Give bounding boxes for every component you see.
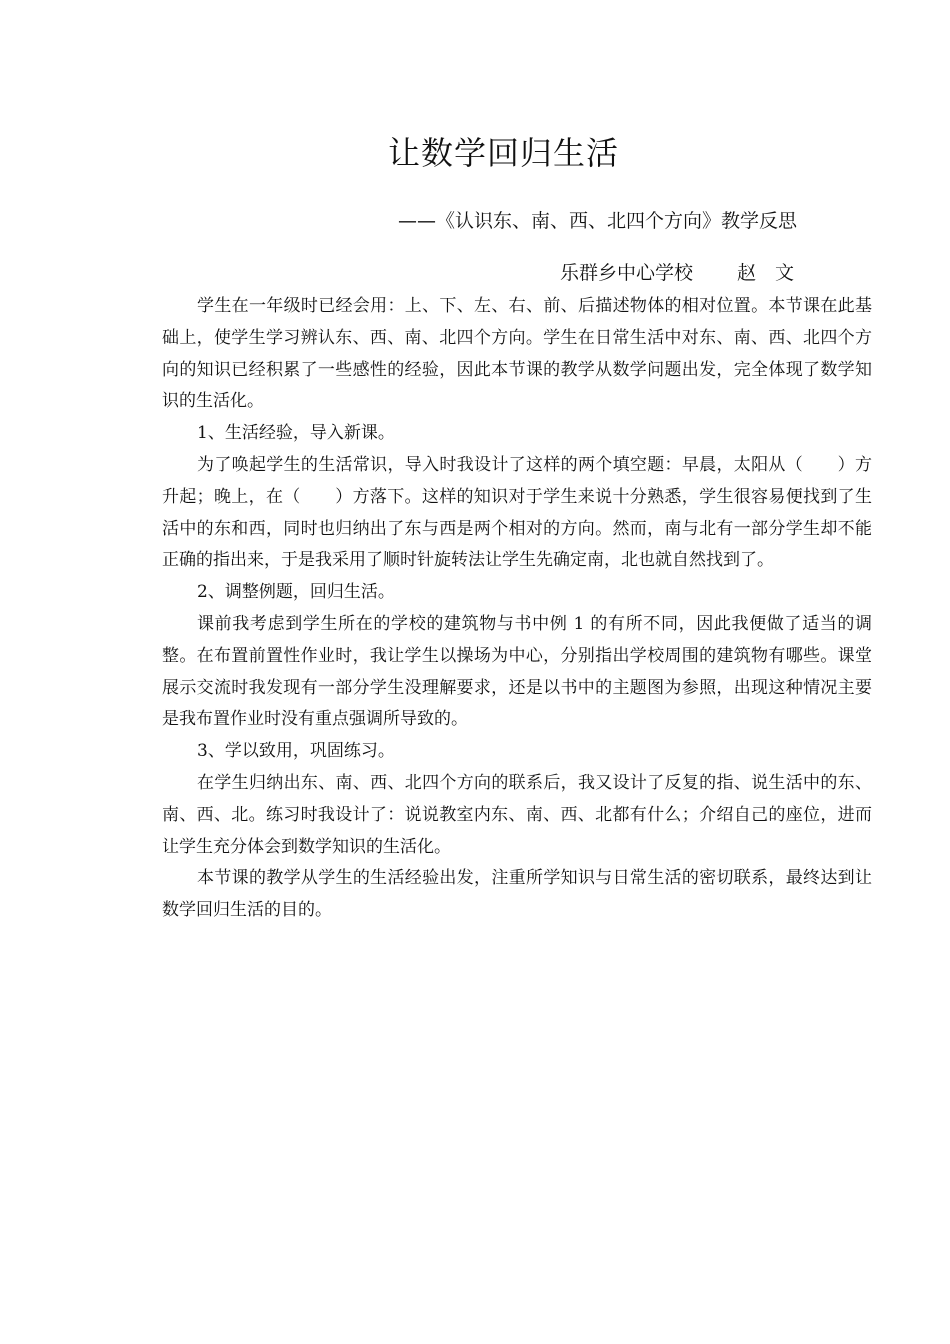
section-heading-2: 2、调整例题，回归生活。 (197, 582, 395, 603)
paragraph-section-3: 在学生归纳出东、南、西、北四个方向的联系后，我又设计了反复的指、说生活中的东、南、西、北。练习时我设计了：说说教室内东、南、西、北都有什么；介绍自己的座位，进而让学生充分体会到数学知识的生活化。 (162, 772, 872, 857)
paragraph-intro: 学生在一年级时已经会用：上、下、左、右、前、后描述物体的相对位置。本节课在此基础上，使学生学习辨认东、西、南、北四个方向。学生在日常生活中对东、南、西、北四个方向的知识已经积累了一些感性的经验，因此本节课的教学从数学问题出发，完全体现了数学知识的生活化。 (162, 296, 872, 412)
author-line (560, 258, 794, 285)
document-subtitle: ——《认识东、南、西、北四个方向》教学反思 (398, 210, 798, 232)
document-body (162, 291, 872, 927)
paragraph-conclusion: 本节课的教学从学生的生活经验出发，注重所学知识与日常生活的密切联系，最终达到让数学回归生活的目的。 (162, 868, 872, 921)
author-name: 赵 文 (737, 262, 795, 284)
document-title: 让数学回归生活 (388, 134, 620, 172)
paragraph-section-1: 为了唤起学生的生活常识，导入时我设计了这样的两个填空题：早晨，太阳从（ ）方升起；晚上，在（ ）方落下。这样的知识对于学生来说十分熟悉，学生很容易便找到了生活中的东和西，同时也归纳出了东与西是两个相对的方向。然而，南与北有一部分学生却不能正确的指出来，于是我采用了顺时针旋转法让学生先确定南，北也就自然找到了。 (162, 454, 872, 571)
paragraph-section-2: 课前我考虑到学生所在的学校的建筑物与书中例 1 的有所不同，因此我便做了适当的调整。在布置前置性作业时，我让学生以操场为中心，分别指出学校周围的建筑物有哪些。课堂展示交流时我发现有一部分学生没理解要求，还是以书中的主题图为参照，出现这种情况主要是我布置作业时没有重点强调所导致的。 (162, 613, 872, 730)
school-name: 乐群乡中心学校 (560, 262, 694, 284)
section-heading-3: 3、学以致用，巩固练习。 (197, 741, 395, 762)
section-heading-1: 1、生活经验，导入新课。 (197, 423, 395, 444)
